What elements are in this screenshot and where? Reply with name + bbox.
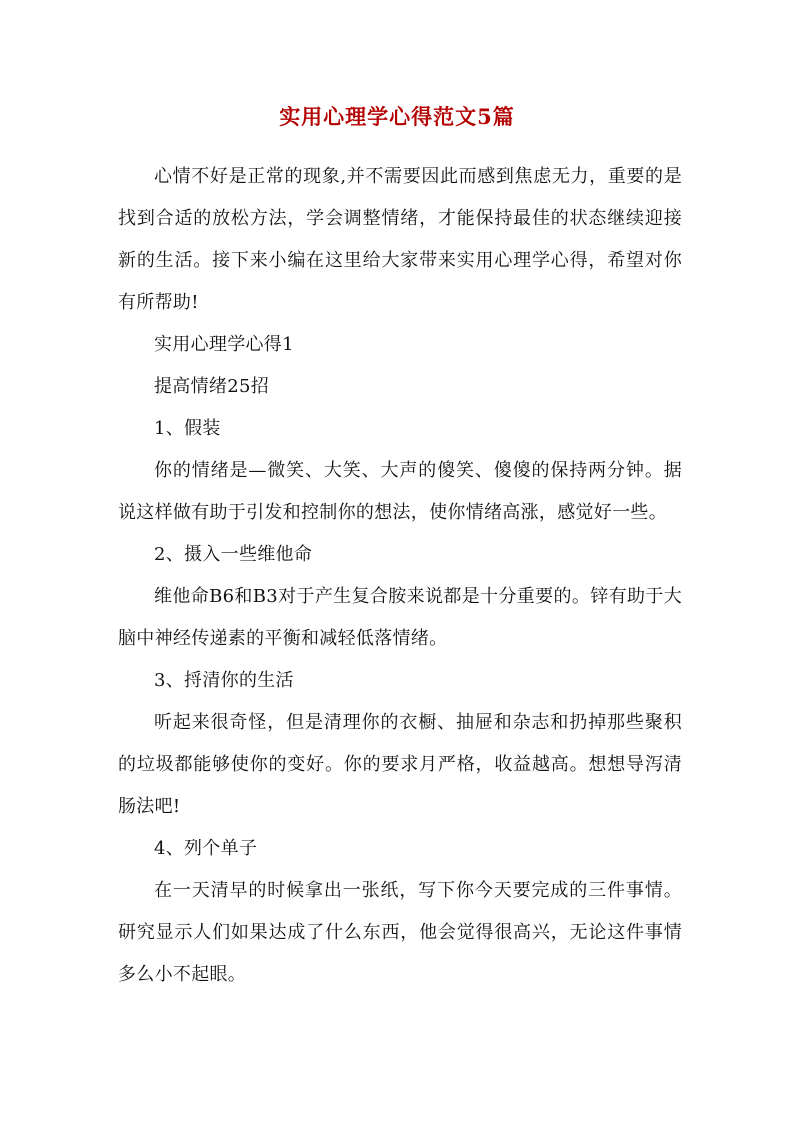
document-title: 实用心理学心得范文5篇: [279, 104, 515, 129]
item-paragraph-1: 你的情绪是—微笑、大笑、大声的傻笑、傻傻的保持两分钟。据说这样做有助于引发和控制你的想法，使你情绪高涨，感觉好一些。: [118, 460, 682, 523]
section-title: 实用心理学心得1: [154, 334, 294, 355]
document-body: [118, 156, 682, 996]
item-heading-4: 4、列个单子: [154, 838, 258, 859]
subsection-title: 提高情绪25招: [154, 376, 270, 397]
item-heading-1: 1、假装: [154, 418, 221, 439]
item-paragraph-2: 维他命B6和B3对于产生复合胺来说都是十分重要的。锌有助于大脑中神经传递素的平衡和减轻低落情绪。: [118, 586, 682, 649]
item-heading-3: 3、捋清你的生活: [154, 670, 294, 691]
item-paragraph-3: 听起来很奇怪，但是清理你的衣橱、抽屉和杂志和扔掉那些聚积的垃圾都能够使你的变好。你的要求月严格，收益越高。想想导泻清肠法吧!: [118, 712, 682, 817]
item-heading-2: 2、摄入一些维他命: [154, 544, 313, 565]
intro-paragraph: 心情不好是正常的现象,并不需要因此而感到焦虑无力，重要的是找到合适的放松方法，学会调整情绪，才能保持最佳的状态继续迎接新的生活。接下来小编在这里给大家带来实用心理学心得，希望对你有所帮助!: [118, 166, 682, 313]
item-paragraph-4: 在一天清早的时候拿出一张纸，写下你今天要完成的三件事情。研究显示人们如果达成了什么东西，他会觉得很高兴，无论这件事情多么小不起眼。: [118, 880, 682, 985]
